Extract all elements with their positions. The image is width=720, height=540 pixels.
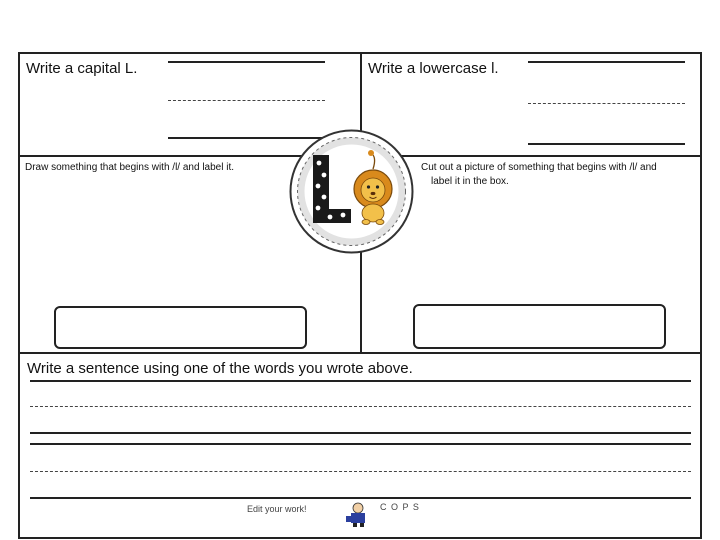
capital-top-line [168,61,325,63]
draw-label-box[interactable] [54,306,307,349]
capital-l-prompt: Write a capital L. [26,60,138,77]
sentence-line-1-base[interactable] [30,432,691,434]
cops-letters: C O P S [380,502,420,512]
sentence-divider [18,352,702,354]
lowercase-l-prompt: Write a lowercase l. [368,60,499,77]
draw-prompt: Draw something that begins with /l/ and label it. [25,162,234,173]
lowercase-mid-dashed-line [528,103,685,104]
edit-mascot-icon [343,500,373,528]
capital-mid-dashed-line [168,100,325,101]
edit-your-work-label: Edit your work! [247,504,307,514]
sentence-prompt: Write a sentence using one of the words you wrote above. [27,360,413,377]
cutout-label-box[interactable] [413,304,666,349]
lowercase-top-line [528,61,685,63]
cutout-prompt-line1: Cut out a picture of something that begins with /l/ and [421,162,657,173]
sentence-line-1-mid [30,406,691,407]
letter-l-medallion [289,129,414,254]
sentence-line-2-base[interactable] [30,497,691,499]
cutout-prompt-line2: label it in the box. [431,176,509,187]
sentence-line-2-mid [30,471,691,472]
sentence-line-1-top [30,380,691,382]
sentence-line-2-top [30,443,691,445]
lowercase-base-line[interactable] [528,143,685,145]
